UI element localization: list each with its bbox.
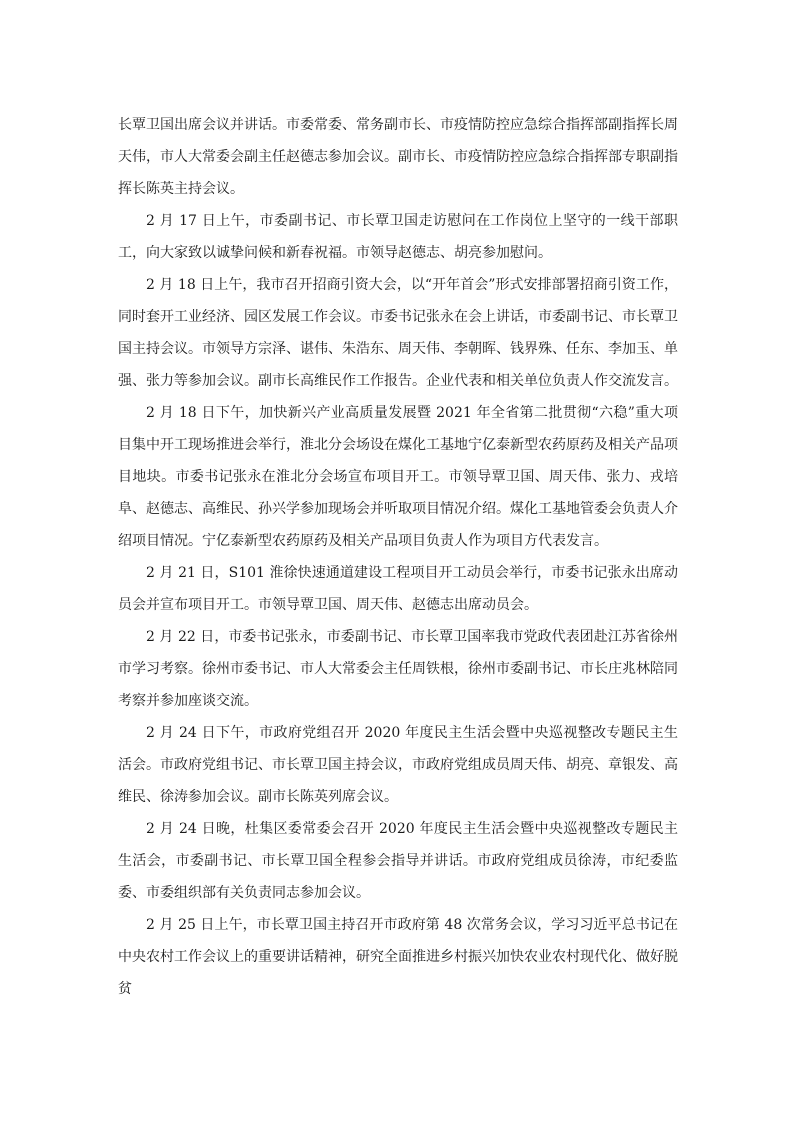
paragraph-feb18-investment-meeting: 2 月 18 日上午，我市召开招商引资大会，以“开年首会”形式安排部署招商引资工作，同时套开工业经济、园区发展工作会议。市委书记张永在会上讲话，市委副书记、市长覃卫国主持会议。市领导方宗泽、谌伟、朱浩东、周天伟、李朝晖、钱界殊、任东、李加玉、单强、张力等参加会议。副市长高维民作工作报告。企业代表和相关单位负责人作交流发言。 — [118, 277, 678, 389]
paragraph-continued: 长覃卫国出席会议并讲话。市委常委、常务副市长、市疫情防控应急综合指挥部副指挥长周天伟，市人大常委会副主任赵德志参加会议。副市长、市疫情防控应急综合指挥部专职副指挥长陈英主持会议。 — [118, 117, 678, 197]
paragraph-feb25-standing-meeting: 2 月 25 日上午，市长覃卫国主持召开市政府第 48 次常务会议，学习习近平总书记在中央农村工作会议上的重要讲话精神，研究全面推进乡村振兴加快农业农村现代化、做好脱贫 — [118, 917, 678, 997]
paragraph-feb24-evening-meeting: 2 月 24 日晚，杜集区委常委会召开 2020 年度民主生活会暨中央巡视整改专题民主生活会，市委副书记、市长覃卫国全程参会指导并讲话。市政府党组成员徐涛，市纪委监委、市委组织部有关负责同志参加会议。 — [118, 821, 678, 901]
paragraph-feb17-visit: 2 月 17 日上午，市委副书记、市长覃卫国走访慰问在工作岗位上坚守的一线干部职工，向大家致以诚挚问候和新春祝福。市领导赵德志、胡亮参加慰问。 — [118, 213, 678, 261]
paragraph-feb24-afternoon-meeting: 2 月 24 日下午，市政府党组召开 2020 年度民主生活会暨中央巡视整改专题民主生活会。市政府党组书记、市长覃卫国主持会议，市政府党组成员周天伟、胡亮、章银发、高维民、徐涛参加会议。副市长陈英列席会议。 — [118, 725, 678, 805]
paragraph-feb21-s101-project: 2 月 21 日，S101 淮徐快速通道建设工程项目开工动员会举行，市委书记张永出席动员会并宣布项目开工。市领导覃卫国、周天伟、赵德志出席动员会。 — [118, 565, 678, 613]
paragraph-feb18-project-launch: 2 月 18 日下午，加快新兴产业高质量发展暨 2021 年全省第二批贯彻“六稳”重大项目集中开工现场推进会举行，淮北分会场设在煤化工基地宁亿泰新型农药原药及相关产品项目地块。市委书记张永在淮北分会场宣布项目开工。市领导覃卫国、周天伟、张力、戎培阜、赵德志、高维民、孙兴学参加现场会并听取项目情况介绍。煤化工基地管委会负责人介绍项目情况。宁亿泰新型农药原药及相关产品项目负责人作为项目方代表发言。 — [118, 405, 678, 549]
paragraph-feb22-xuzhou-visit: 2 月 22 日，市委书记张永，市委副书记、市长覃卫国率我市党政代表团赴江苏省徐州市学习考察。徐州市委书记、市人大常委会主任周铁根，徐州市委副书记、市长庄兆林陪同考察并参加座谈交流。 — [118, 629, 678, 709]
document-body — [118, 109, 678, 1005]
